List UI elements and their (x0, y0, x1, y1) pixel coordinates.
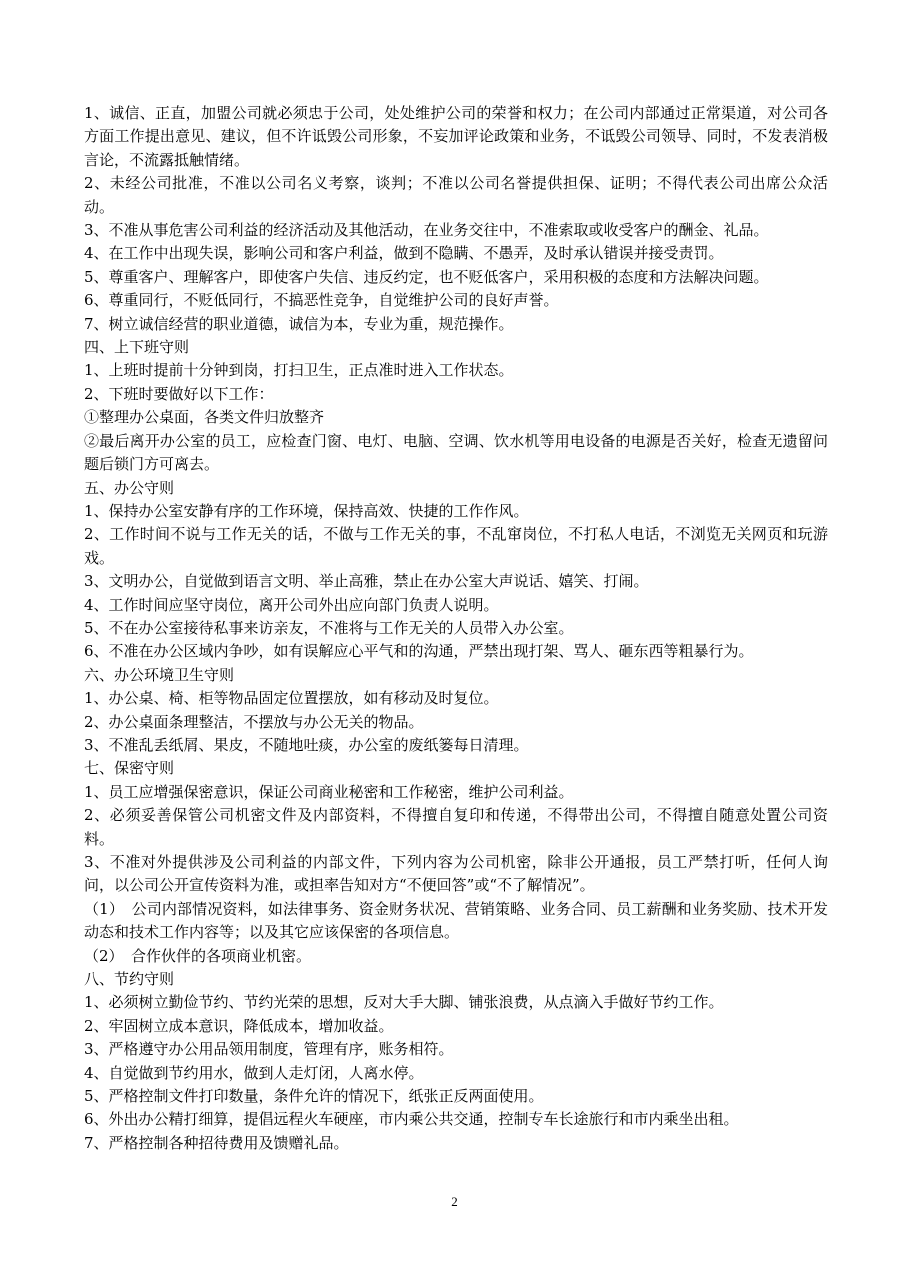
paragraph: （1） 公司内部情况资料，如法律事务、资金财务状况、营销策略、业务合同、员工薪酬和业务奖励、技术开发动态和技术工作内容等；以及其它应该保密的各项信息。 (84, 899, 828, 942)
paragraph: 6、尊重同行，不贬低同行，不搞恶性竞争，自觉维护公司的良好声誉。 (84, 291, 559, 310)
page-number: 2 (451, 1194, 458, 1209)
paragraph: 3、不准乱丢纸屑、果皮，不随地吐痰，办公室的废纸篓每日清理。 (84, 735, 529, 754)
paragraph: 1、诚信、正直，加盟公司就必须忠于公司，处处维护公司的荣誉和权力；在公司内部通过正常渠道，对公司各方面工作提出意见、建议，但不许诋毁公司形象，不妄加评论政策和业务，不诋毁公司领导、同时，不发表消极言论，不流露抵触情绪。 (84, 104, 828, 169)
paragraph: ①整理办公桌面，各类文件归放整齐 (84, 408, 325, 427)
paragraph: 1、员工应增强保密意识，保证公司商业秘密和工作秘密，维护公司利益。 (84, 782, 574, 801)
paragraph: 7、树立诚信经营的职业道德，诚信为本，专业为重，规范操作。 (84, 314, 514, 333)
paragraph: 1、必须树立勤俭节约、节约光荣的思想，反对大手大脚、铺张浪费，从点滴入手做好节约工作。 (84, 993, 724, 1012)
paragraph: （2） 合作伙伴的各项商业机密。 (84, 946, 312, 965)
paragraph: 6、不准在办公区域内争吵，如有误解应心平气和的沟通，严禁出现打架、骂人、砸东西等粗暴行为。 (84, 642, 754, 661)
paragraph: 6、外出办公精打细算，提倡远程火车硬座，市内乘公共交通，控制专车长途旅行和市内乘坐出租。 (84, 1110, 739, 1129)
paragraph: 4、自觉做到节约用水，做到人走灯闭，人离水停。 (84, 1063, 424, 1082)
section-heading: 七、保密守则 (84, 759, 175, 778)
paragraph: 5、不在办公室接待私事来访亲友，不准将与工作无关的人员带入办公室。 (84, 618, 574, 637)
paragraph: 3、文明办公，自觉做到语言文明、举止高雅，禁止在办公室大声说话、嬉笑、打闹。 (84, 572, 649, 591)
section-heading: 五、办公守则 (84, 478, 175, 497)
paragraph: 3、不准对外提供涉及公司利益的内部文件，下列内容为公司机密，除非公开通报，员工严禁打听，任何人询问，以公司公开宣传资料为准，或担率告知对方“不便回答”或“不了解情况”。 (84, 853, 828, 895)
section-heading: 四、上下班守则 (84, 338, 190, 357)
paragraph: 1、上班时提前十分钟到岗，打扫卫生，正点准时进入工作状态。 (84, 361, 514, 380)
paragraph: 2、牢固树立成本意识，降低成本，增加收益。 (84, 1016, 394, 1035)
paragraph: ②最后离开办公室的员工，应检查门窗、电灯、电脑、空调、饮水机等用电设备的电源是否关好，检查无遗留问题后锁门方可离去。 (84, 431, 828, 474)
paragraph: 5、尊重客户、理解客户，即使客户失信、违反约定，也不贬低客户，采用积极的态度和方法解决问题。 (84, 267, 769, 286)
paragraph: 1、保持办公室安静有序的工作环境，保持高效、快捷的工作作风。 (84, 501, 529, 520)
paragraph: 2、必须妥善保管公司机密文件及内部资料，不得擅自复印和传递，不得带出公司，不得擅自随意处置公司资料。 (84, 806, 828, 848)
paragraph: 1、办公桌、椅、柜等物品固定位置摆放，如有移动及时复位。 (84, 689, 499, 708)
paragraph: 3、严格遵守办公用品领用制度，管理有序，账务相符。 (84, 1040, 454, 1059)
document-page (84, 102, 828, 1155)
paragraph: 4、在工作中出现失误，影响公司和客户利益，做到不隐瞒、不愚弄，及时承认错误并接受责罚。 (84, 244, 724, 263)
paragraph: 2、工作时间不说与工作无关的话，不做与工作无关的事，不乱窜岗位，不打私人电话，不浏览无关网页和玩游戏。 (84, 525, 828, 567)
section-heading: 六、办公环境卫生守则 (84, 665, 235, 684)
paragraph: 2、下班时要做好以下工作： (84, 384, 274, 403)
paragraph: 4、工作时间应坚守岗位，离开公司外出应向部门负责人说明。 (84, 595, 499, 614)
paragraph: 2、办公桌面条理整洁，不摆放与办公无关的物品。 (84, 712, 424, 731)
paragraph: 3、不准从事危害公司利益的经济活动及其他活动，在业务交往中，不准索取或收受客户的酬金、礼品。 (84, 221, 769, 240)
paragraph: 2、未经公司批准，不准以公司名义考察，谈判；不准以公司名誉提供担保、证明；不得代表公司出席公众活动。 (84, 174, 828, 216)
paragraph: 7、严格控制各种招待费用及馈赠礼品。 (84, 1133, 349, 1152)
section-heading: 八、节约守则 (84, 970, 175, 989)
paragraph: 5、严格控制文件打印数量，条件允许的情况下，纸张正反两面使用。 (84, 1087, 544, 1106)
